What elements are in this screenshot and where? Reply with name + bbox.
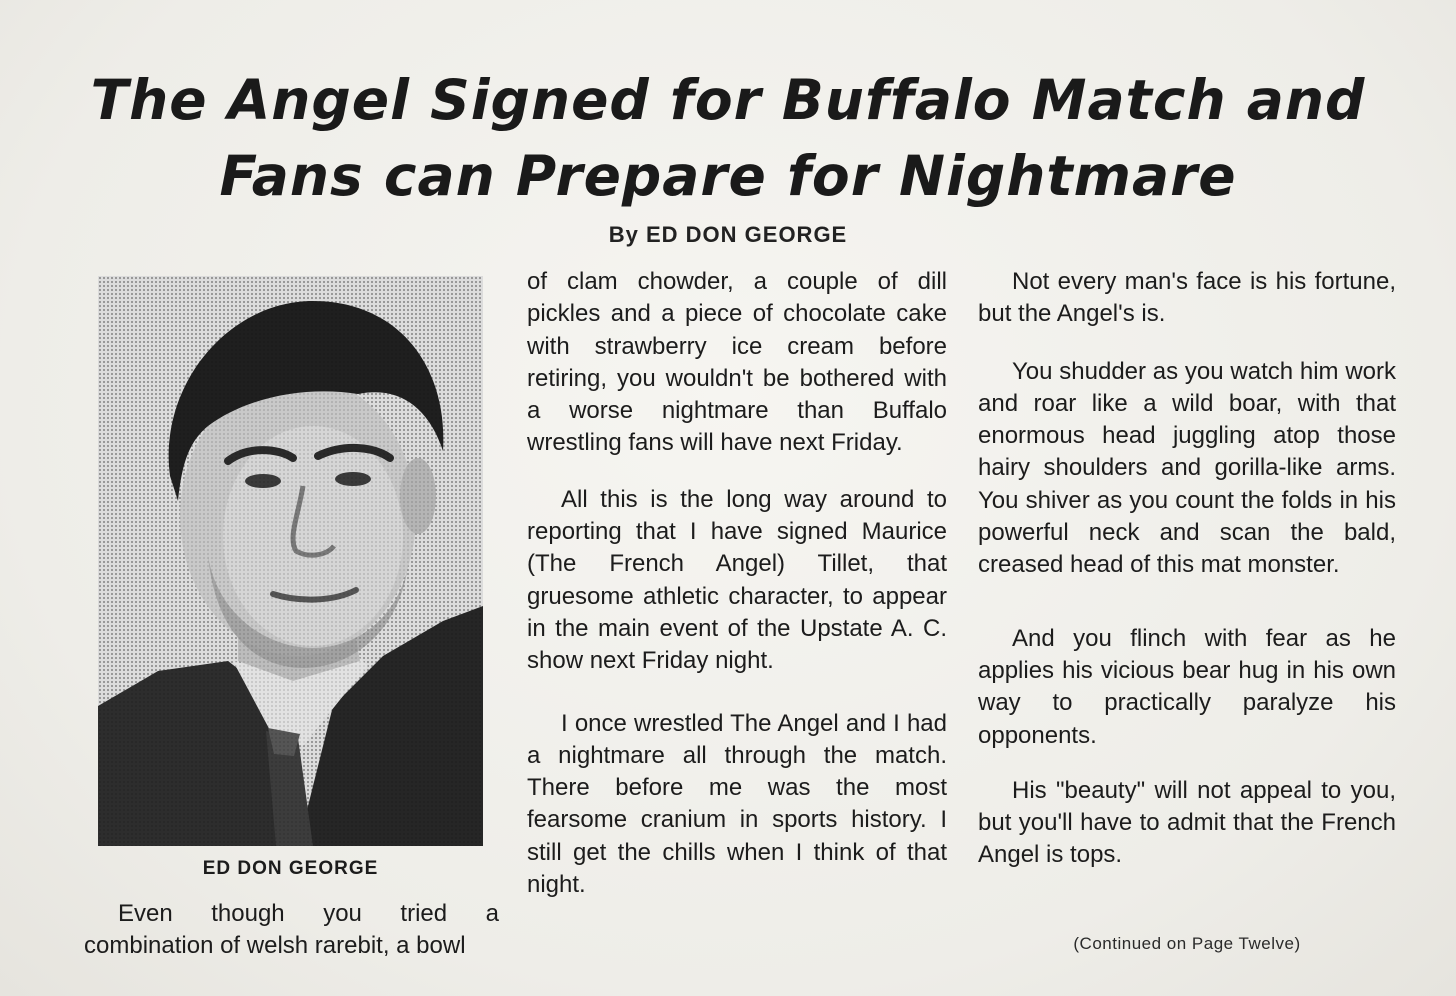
- byline: By ED DON GEORGE: [608, 222, 848, 247]
- column-2: [527, 266, 947, 901]
- column-3-paragraph-4: His "beauty" will not appeal to you, but you'll have to admit that the French Angel is tops.: [978, 776, 1396, 869]
- article-headline: [0, 62, 1456, 214]
- column-3: [978, 266, 1396, 872]
- column-3-paragraph-1: Not every man's face is his fortune, but the Angel's is.: [978, 268, 1396, 328]
- headline-line-2: Fans can Prepare for Nightmare: [219, 144, 1237, 208]
- column-2-paragraph-2: All this is the long way around to reporting that I have signed Maurice (The French Angel) Tillet, that gruesome athletic character, to appear in the main event of the Upstate A. C. show next Friday night.: [527, 485, 947, 675]
- headline-line-1: The Angel Signed for Buffalo Match and: [90, 68, 1366, 132]
- column-1-paragraph-1: Even though you tried a combination of welsh rarebit, a bowl: [84, 900, 499, 960]
- column-2-paragraph-1: of clam chowder, a couple of dill pickles and a piece of chocolate cake with strawberry ice cream before retiring, you wouldn't be bothered with a worse nightmare than Buffalo wrestling fans will have next Friday.: [527, 268, 947, 457]
- continued-notice: (Continued on Page Twelve): [1073, 934, 1301, 953]
- photo-caption: ED DON GEORGE: [202, 858, 379, 879]
- column-2-paragraph-3: I once wrestled The Angel and I had a nightmare all through the match. There before me was the most fearsome cranium in sports history. I still get the chills when I think of that night.: [527, 709, 947, 899]
- author-portrait-photo: [98, 276, 483, 846]
- column-1: [84, 898, 499, 963]
- column-3-paragraph-2: You shudder as you watch him work and roar like a wild boar, with that enormous head juggling atop those hairy shoulders and gorilla-like arms. You shiver as you count the folds in his powerful neck and scan the bald, creased head of this mat monster.: [978, 357, 1396, 579]
- column-3-paragraph-3: And you flinch with fear as he applies his vicious bear hug in his own way to practically paralyze his opponents.: [978, 624, 1396, 749]
